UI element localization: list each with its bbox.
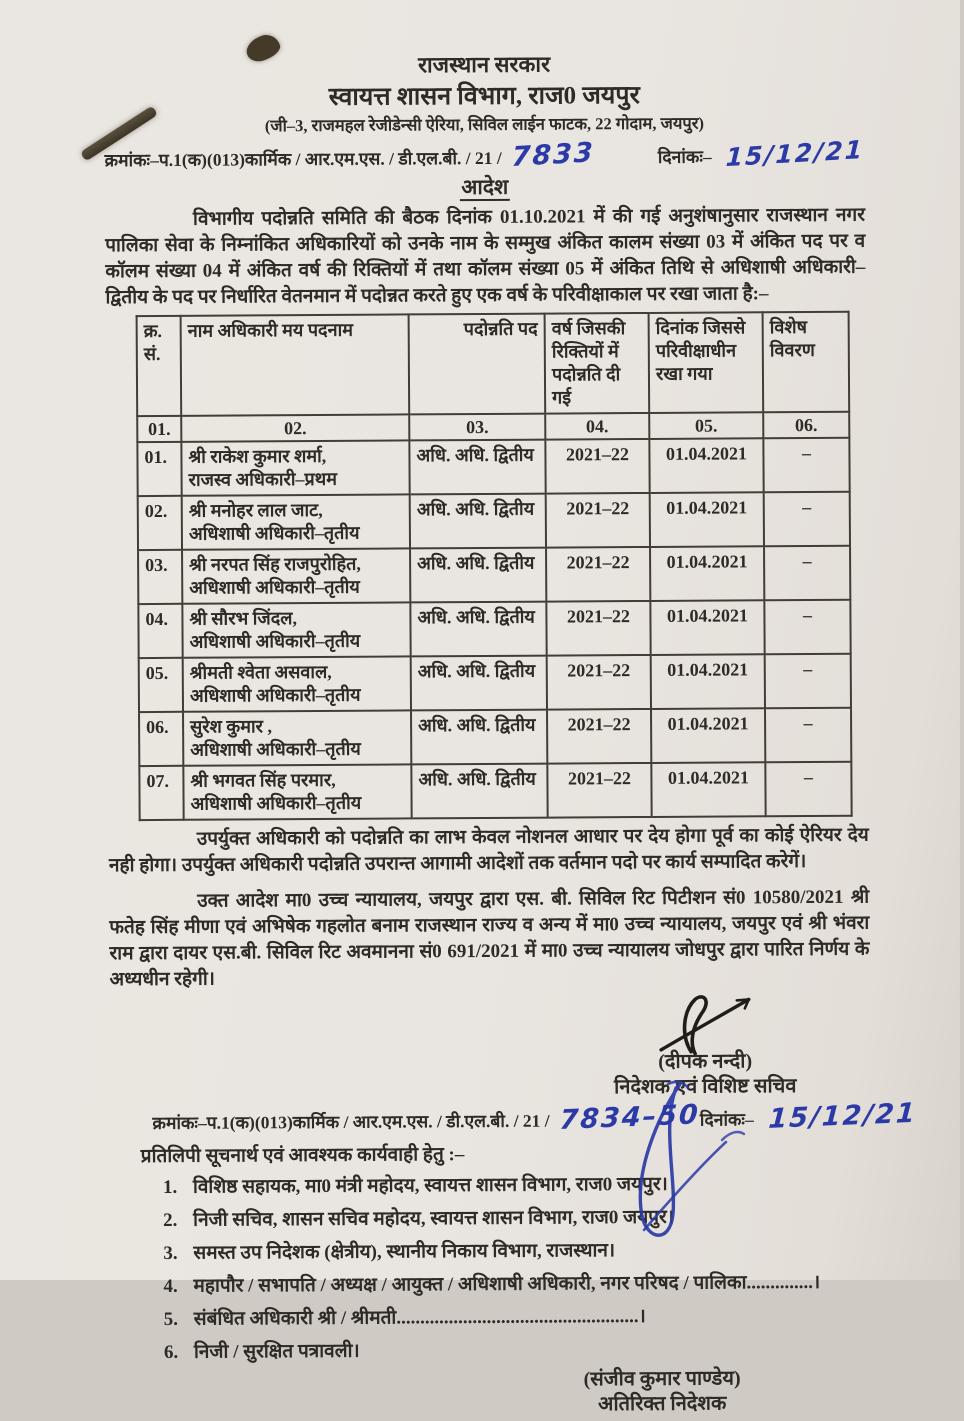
table-header-row	[137, 312, 850, 416]
list-item: 2. निजी सचिव, शासन सचिव महोदय, स्वायत्त शासन विभाग, राज0 जयपुर।	[163, 1206, 675, 1231]
signatory-name-2: (संजीव कुमार पाण्डेय)	[583, 1367, 741, 1391]
department-address: (जी–3, राजमहल रेजीडेन्सी ऐरिया, सिविल लाईन फाटक, 22 गोदाम, जयपुर)	[264, 113, 705, 136]
cell-year: 2021–22	[547, 763, 651, 818]
cell-date: 01.04.2021	[650, 492, 764, 547]
order-paragraph-1: विभागीय पदोन्नति समिति की बैठक दिनांक 01.10.2021 में की गई अनुशंषानुसार राजस्थान नगर पालिका सेवा के निम्नांकित अधिकारियों को उनके नाम के सम्मुख अंकित कालम संख्या 03 में अंकित पद पर व कॉलम संख्या 04 में अंकित वर्ष की रिक्तियों में तथा कॉलम संख्या 05 में अंकित तिथि से अधिशाषी अधिकारी–द्वितीय के पद पर निर्धारित वेतनमान में पदोन्नत करते हुए एक वर्ष के परिवीक्षाकाल पर रखा जाता है:–	[105, 204, 866, 309]
reference-line-2	[110, 1097, 918, 1137]
cell-special: –	[765, 762, 851, 817]
header-serial: क्र. सं.	[137, 316, 182, 416]
cell-special: –	[765, 708, 851, 763]
handwritten-dispatch-number-2: 7834–50	[558, 1099, 701, 1137]
cell-special: –	[765, 654, 851, 709]
cell-year: 2021–22	[546, 601, 650, 656]
cell-date: 01.04.2021	[649, 438, 763, 493]
list-item: 6. निजी / सुरक्षित पत्रावली।	[163, 1340, 360, 1363]
cell-special: –	[764, 546, 850, 601]
reference-number-prefix: क्रमांकः–प.1(क)(013)कार्मिक / आर.एम.एस. / डी.एल.बी. / 21 /	[104, 147, 502, 171]
cell-serial: 03.	[138, 550, 182, 604]
table-row	[139, 762, 851, 820]
header-special: विशेष विवरण	[763, 312, 850, 413]
date-group	[657, 134, 866, 173]
list-item: 5. संबंधित अधिकारी श्री / श्रीमती...................................................।	[163, 1305, 646, 1330]
cell-year: 2021–22	[547, 655, 651, 710]
cell-officer-name: श्रीमती श्वेता असवाल, अधिशाषी अधिकारी–तृतीय	[183, 656, 411, 711]
cell-post: अधि. अधि. द्वितीय	[409, 440, 545, 495]
cell-officer-name: सुरेश कुमार , अधिशाषी अधिकारी–तृतीय	[183, 710, 411, 765]
cell-year: 2021–22	[546, 547, 650, 602]
reference-number-prefix-2: क्रमांकः–प.1(क)(013)कार्मिक / आर.एम.एस. / डी.एल.बी. / 21 /	[152, 1110, 550, 1134]
order-paragraph-2: उपर्युक्त अधिकारी को पदोन्नति का लाभ केवल नोशनल आधार पर देय होगा पूर्व का कोई ऐरियर देय नही होगा। उपर्युक्त अधिकारी पदोन्नति उपरान्त आगामी आदेशों तक वर्तमान पदो पर कार्य सम्पादित करेगें।	[108, 824, 869, 877]
promotion-table	[136, 311, 853, 821]
col-num: 05.	[649, 412, 763, 439]
cell-officer-name: श्री सौरभ जिंदल, अधिशाषी अधिकारी–तृतीय	[182, 602, 410, 657]
government-title: राजस्थान सरकार	[417, 51, 551, 78]
col-num: 04.	[545, 413, 649, 440]
order-paragraph-3: उक्त आदेश मा0 उच्च न्यायालय, जयपुर द्वारा एस. बी. सिविल रिट पिटीशन सं0 10580/2021 श्री फतेह सिंह मीणा एवं अभिषेक गहलोत बनाम राजस्थान राज्य व अन्य में मा0 उच्च न्यायालय, जयपुर एवं श्री भंवरा राम द्वारा दायर एस.बी. सिविल रिट अवमानना सं0 691/2021 में मा0 उच्च न्यायालय जोधपुर द्वारा पारित निर्णय के अध्यधीन रहेगी।	[109, 886, 870, 991]
list-item: 1. विशिष्ठ सहायक, मा0 मंत्री महोदय, स्वायत्त शासन विभाग, राज0 जयपुर।	[162, 1173, 668, 1198]
col-num: 02.	[181, 414, 409, 441]
signatory-title-1: निदेशक एवं विशिष्ट सचिव	[614, 1075, 797, 1099]
header-year: वर्ष जिसकी रिक्तियों में पदोन्नति दी गई	[545, 313, 650, 414]
date-label: दिनांकः–	[657, 146, 712, 167]
header-name: नाम अधिकारी मय पदनाम	[181, 314, 410, 415]
order-heading: आदेश	[105, 171, 865, 204]
cell-post: अधि. अधि. द्वितीय	[410, 602, 546, 657]
cell-serial: 02.	[138, 496, 182, 550]
cell-serial: 04.	[138, 604, 182, 658]
cell-officer-name: श्री मनोहर लाल जाट, अधिशाषी अधिकारी–तृतीय	[182, 494, 410, 549]
col-num: 03.	[409, 414, 545, 441]
list-item: 3. समस्त उप निदेशक (क्षेत्रीय), स्थानीय निकाय विभाग, राजस्थान।	[163, 1240, 616, 1264]
cell-post: अधि. अधि. द्वितीय	[410, 494, 546, 549]
list-item: 4. महापौर / सभापति / अध्यक्ष / आयुक्त / अधिशाषी अधिकारी, नगर परिषद / पालिका..............।	[163, 1271, 821, 1297]
cell-year: 2021–22	[547, 709, 651, 764]
cell-date: 01.04.2021	[651, 708, 765, 763]
table-row	[138, 546, 850, 604]
cell-post: अधि. अधि. द्वितीय	[411, 710, 547, 765]
signature-block-2	[512, 1366, 812, 1418]
cell-date: 01.04.2021	[651, 654, 765, 709]
header-post: पदोन्नति पद	[409, 314, 546, 415]
col-num: 01.	[137, 416, 181, 442]
cell-post: अधि. अधि. द्वितीय	[411, 656, 547, 711]
date-group-2	[699, 1097, 918, 1135]
cell-special: –	[764, 492, 850, 547]
col-num: 06.	[763, 412, 849, 439]
table-row	[138, 492, 850, 550]
copies-heading: प्रतिलिपी सूचनार्थ एवं आवश्यक कार्यवाही हेतु :–	[140, 1144, 465, 1168]
handwritten-date: 15/12/21	[725, 134, 866, 173]
table-row	[137, 438, 849, 496]
cell-officer-name: श्री राकेश कुमार शर्मा, राजस्व अधिकारी–प्रथम	[181, 440, 409, 495]
handwritten-date-2: 15/12/21	[767, 1097, 918, 1135]
cell-post: अधि. अधि. द्वितीय	[410, 548, 546, 603]
signatory-name-1: (दीपक नन्दी)	[658, 1050, 753, 1073]
cell-year: 2021–22	[545, 439, 649, 494]
date-label-2: दिनांकः–	[699, 1109, 754, 1130]
cell-year: 2021–22	[546, 493, 650, 548]
table-row	[139, 708, 851, 766]
cell-date: 01.04.2021	[650, 600, 764, 655]
department-title: स्वायत्त शासन विभाग, राज0 जयपुर	[328, 82, 640, 111]
cell-officer-name: श्री नरपत सिंह राजपुरोहित, अधिशाषी अधिकारी–तृतीय	[182, 548, 410, 603]
signatory-title-2: अतिरिक्त निदेशक	[598, 1392, 727, 1416]
cell-post: अधि. अधि. द्वितीय	[411, 764, 547, 819]
handwritten-dispatch-number: 7833	[511, 137, 596, 174]
table-row	[138, 600, 850, 658]
black-signature-icon	[645, 991, 765, 1058]
reference-line-1	[104, 134, 866, 174]
cell-special: –	[764, 600, 850, 655]
cell-serial: 07.	[139, 766, 183, 820]
cell-special: –	[763, 438, 849, 493]
header-date: दिनांक जिससे परिवीक्षाधीन रखा गया	[649, 312, 764, 413]
cell-officer-name: श्री भगवत सिंह परमार, अधिशाषी अधिकारी–तृतीय	[183, 764, 411, 819]
table-row	[139, 654, 851, 712]
signature-block-1	[540, 991, 871, 1101]
cell-serial: 06.	[139, 712, 183, 766]
cell-date: 01.04.2021	[651, 762, 765, 817]
cell-serial: 05.	[139, 658, 183, 712]
copies-list	[111, 1172, 872, 1366]
cell-date: 01.04.2021	[650, 546, 764, 601]
cell-serial: 01.	[137, 442, 181, 496]
